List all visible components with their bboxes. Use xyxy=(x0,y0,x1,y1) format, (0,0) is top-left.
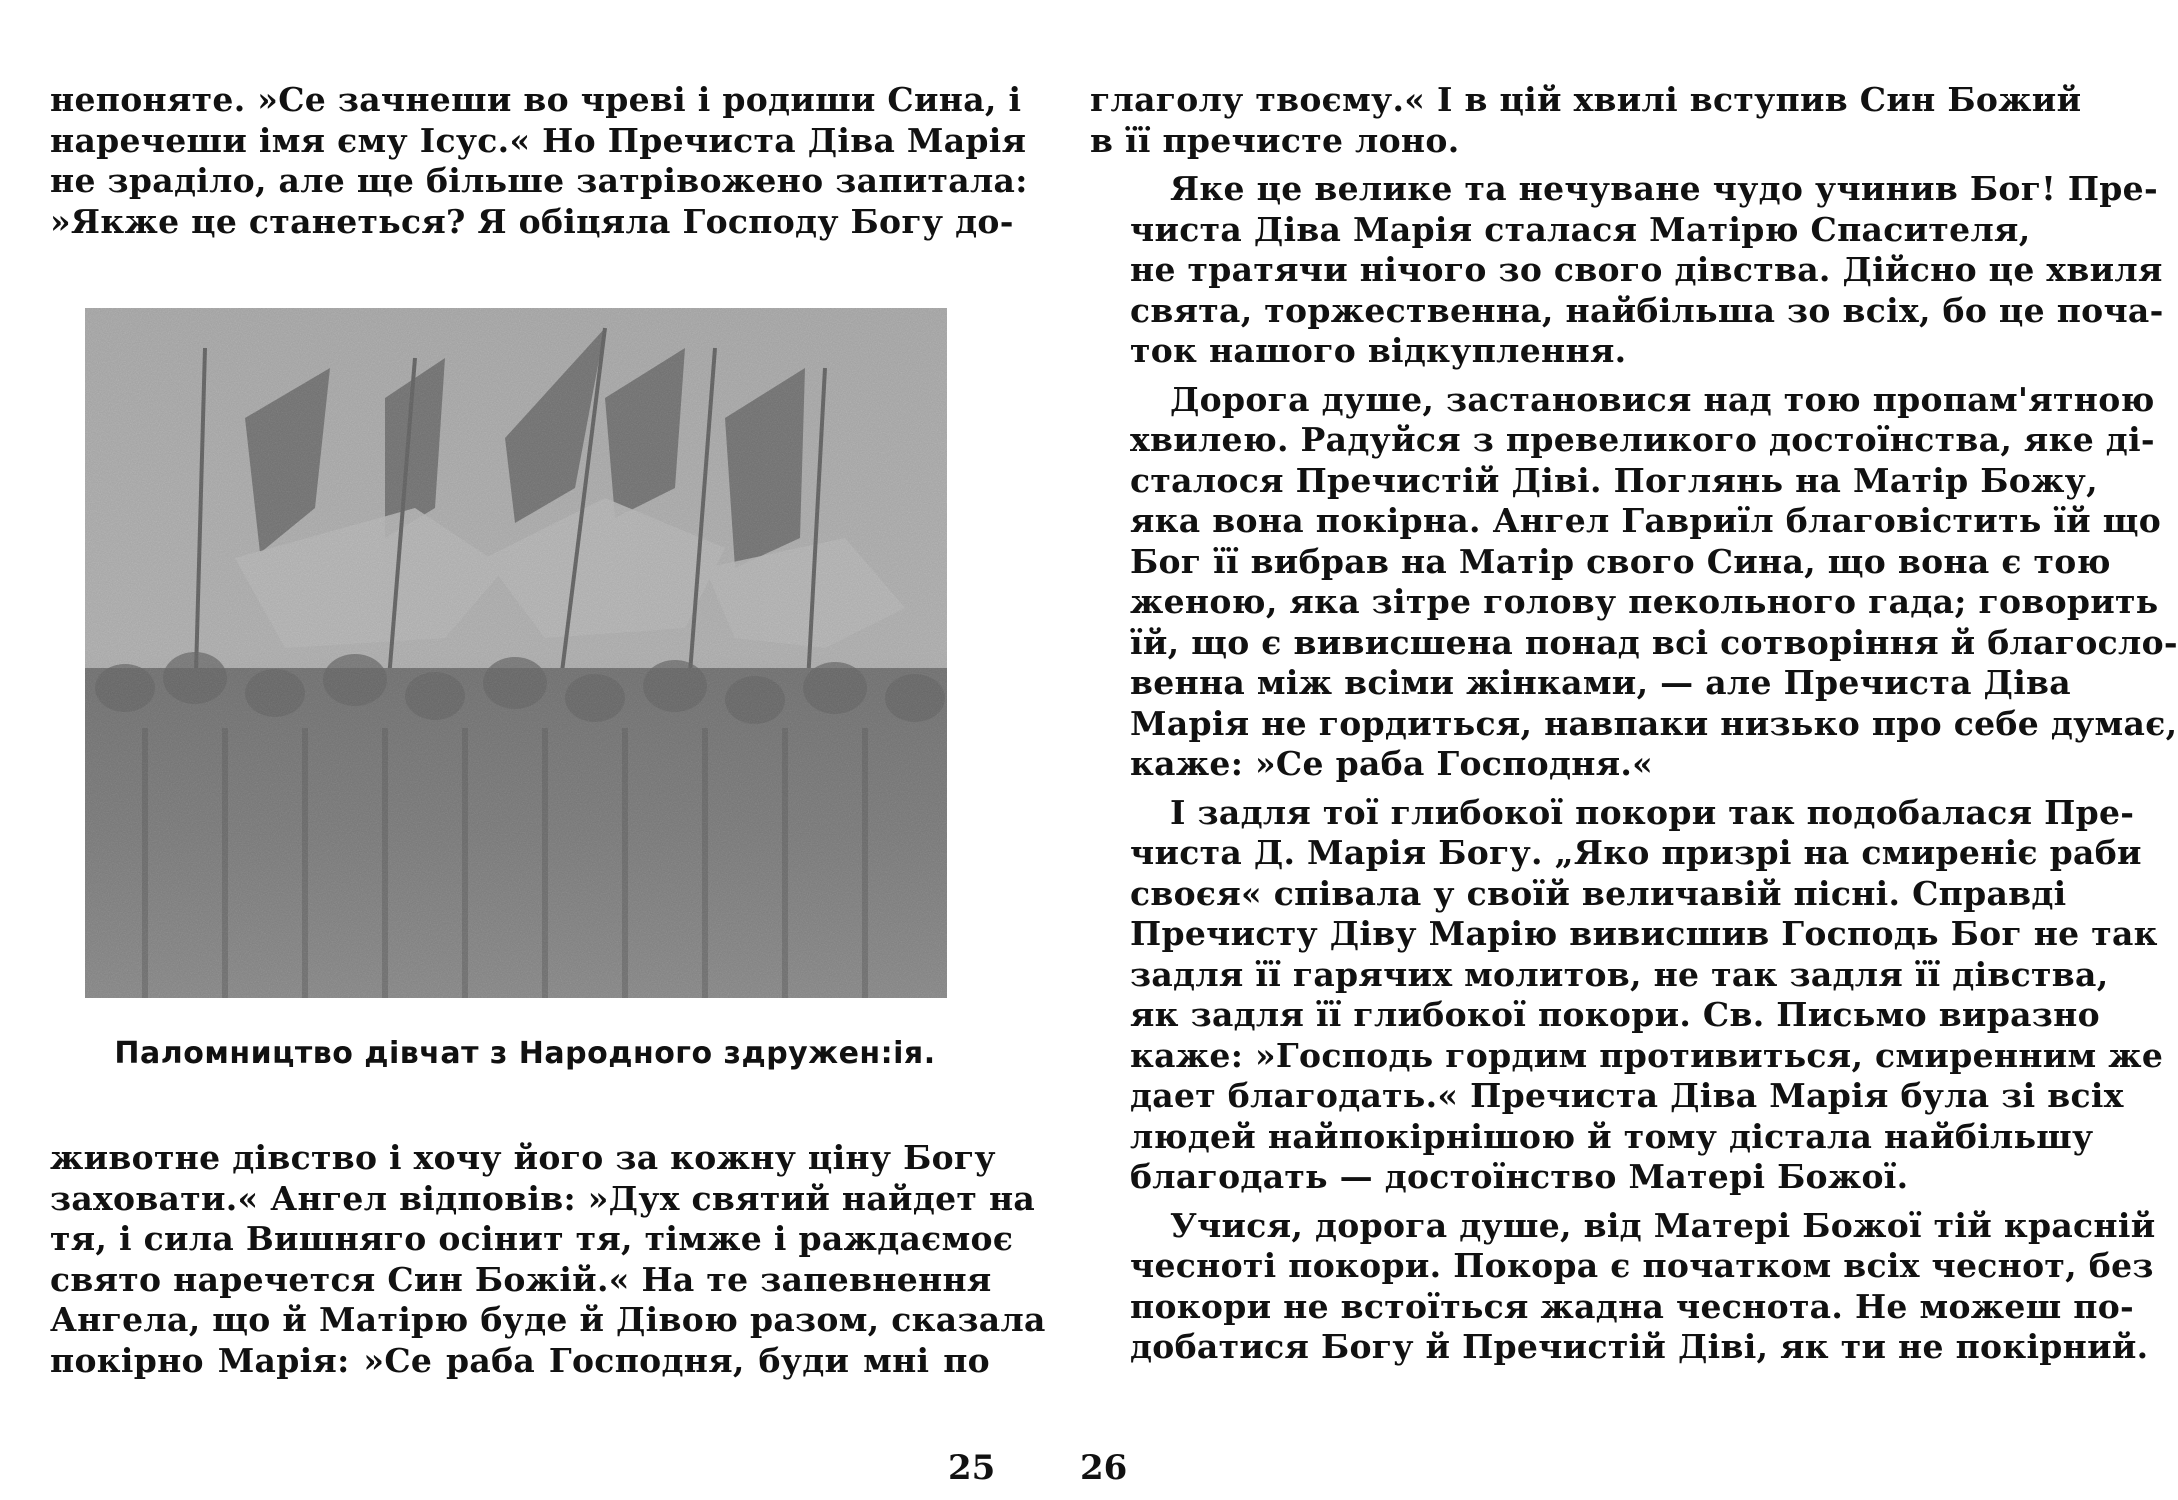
text-line: Пречисту Діву Марію вивисшив Господь Бог не так xyxy=(1130,914,2158,953)
text-line: їй, що є вивисшена понад всі сотворіння й благосло- xyxy=(1130,622,2178,662)
photo-image xyxy=(85,308,947,998)
text-line: свято наречется Син Божій.« На те запевнення xyxy=(50,1259,992,1299)
text-line: непоняте. »Се зачнеши во чреві і родиши Сина, і xyxy=(50,80,1022,119)
text-line: Учися, дорога душе, від Матері Божої тій красній xyxy=(1170,1205,2156,1245)
text-line: Марія не гордиться, навпаки низько про себе думає, xyxy=(1130,703,2178,743)
text-line: женою, яка зітре голову пекольного гада; говорить xyxy=(1130,582,2159,621)
text-line: животне дівство і хочу його за кожну ціну Богу xyxy=(50,1138,996,1177)
text-line: ток нашого відкуплення. xyxy=(1130,331,1627,370)
text-line: глаголу твоєму.« І в цій хвилі вступив Син Божий xyxy=(1090,80,2082,119)
text-line: свята, торжественна, найбільша зо всіх, бо це поча- xyxy=(1130,290,2164,330)
left-bottom-text xyxy=(50,1138,1046,1381)
text-line: Ангела, що й Матірю буде й Дівою разом, сказала xyxy=(50,1300,1046,1339)
paragraph xyxy=(1090,80,2082,161)
right-text xyxy=(1090,80,2178,1368)
text-line: задля її гарячих молитов, не так задля її дівства, xyxy=(1130,954,2109,994)
text-line: хвилею. Радуйся з превеликого достоїнства, яке ді- xyxy=(1130,420,2155,459)
text-line: яка вона покірна. Ангел Гавриїл благовістить їй що xyxy=(1130,501,2162,540)
text-line: І задля тої глибокої покори так подобалася Пре- xyxy=(1170,792,2135,832)
paragraph xyxy=(1090,792,2164,1198)
text-line: не тратячи нічого зо свого дівства. Дійсно це хвиля xyxy=(1130,250,2163,289)
text-line: не зраділо, але ще більше затрівожено запитала: xyxy=(50,161,1028,200)
text-line: як задля її глибокої покори. Св. Письмо виразно xyxy=(1130,995,2100,1034)
text-line: в її пречисте лоно. xyxy=(1090,120,1460,160)
text-line: людей найпокірнішою й тому дістала найбільшу xyxy=(1130,1116,2094,1156)
left-page xyxy=(50,0,1046,1500)
page-number-left: 25 xyxy=(948,1448,996,1488)
text-line: Яке це велике та нечуване чудо учинив Бог! Пре- xyxy=(1170,169,2158,208)
pilgrimage-photo xyxy=(85,308,947,998)
text-line: чесноті покори. Покора є початком всіх чеснот, без xyxy=(1130,1246,2154,1285)
paragraph xyxy=(1090,1205,2156,1368)
text-line: чиста Д. Марія Богу. „Яко призрі на смиреніє раби xyxy=(1130,833,2142,872)
text-line: тя, і сила Вишняго осінит тя, тімже і раждаємоє xyxy=(50,1219,1014,1258)
text-line: каже: »Господь гордим противиться, смиренним же xyxy=(1130,1035,2164,1075)
right-page xyxy=(1090,0,2178,1500)
text-line: каже: »Се раба Господня.« xyxy=(1130,744,1654,783)
text-line: заховати.« Ангел відповів: »Дух святий найдет на xyxy=(50,1178,1036,1218)
text-line: Дорога душе, застановися над тою пропам'ятною xyxy=(1170,379,2155,419)
text-line: Бог її вибрав на Матір свого Сина, що вона є тою xyxy=(1130,541,2111,581)
text-line: благодать — достоїнство Матері Божої. xyxy=(1130,1157,1909,1196)
text-line: дает благодать.« Пречиста Діва Марія була зі всіх xyxy=(1130,1076,2124,1115)
text-line: »Якже це станеться? Я обіцяла Господу Богу до- xyxy=(50,201,1014,241)
text-line: чиста Діва Марія сталася Матірю Спасителя, xyxy=(1130,209,2031,249)
text-line: покори не встоїться жадна чеснота. Не можеш по- xyxy=(1130,1286,2135,1326)
text-line: покірно Марія: »Се раба Господня, буди мні по xyxy=(50,1340,990,1380)
left-top-text xyxy=(50,80,1028,242)
text-line: своєя« співала у своїй величавій пісні. Справді xyxy=(1130,873,2067,913)
text-line: добатися Богу й Пречистій Діві, як ти не покірний. xyxy=(1130,1327,2149,1366)
paragraph xyxy=(1090,169,2164,372)
text-line: наречеши імя єму Ісус.« Но Пречиста Діва Марія xyxy=(50,120,1027,160)
page-number-right: 26 xyxy=(1080,1448,1128,1488)
paragraph xyxy=(1090,379,2178,785)
photo-caption: Паломництво дівчат з Народного здружен:ія. xyxy=(114,1036,936,1071)
text-line: сталося Пречистій Діві. Поглянь на Матір Божу, xyxy=(1130,460,2098,500)
text-line: венна між всіми жінками, — але Пречиста Діва xyxy=(1130,663,2071,702)
